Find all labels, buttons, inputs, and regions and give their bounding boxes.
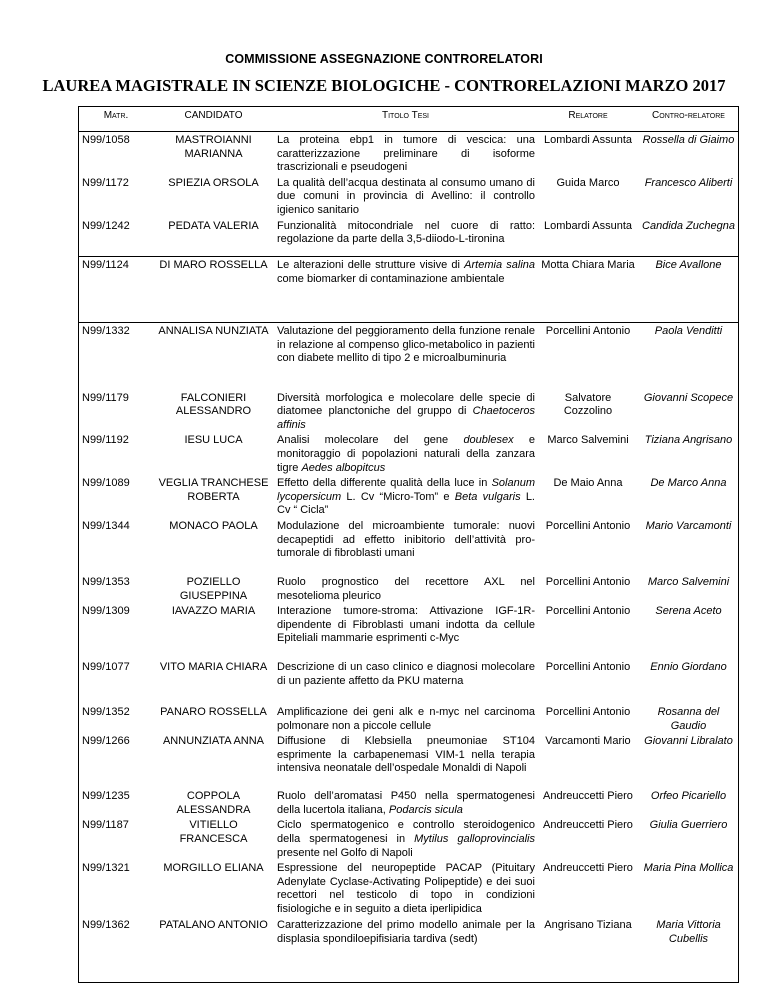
- supervisor-cell: Varcamonti Mario: [545, 735, 631, 748]
- matricola-cell: N99/1179: [82, 391, 129, 404]
- co-supervisor-cell: Serena Aceto: [655, 605, 722, 618]
- thesis-title-cell: Ciclo spermatogenico e controllo steroidogenico della spermatogenesi in Mytilus galloprovincialis presente nel Golfo di Napoli: [277, 819, 535, 859]
- matricola-cell: N99/1172: [82, 176, 129, 189]
- supervisor-cell: Salvatore Cozzolino: [563, 391, 613, 418]
- matricola-cell: N99/1332: [78, 323, 154, 390]
- thesis-title-cell: Le alterazioni delle strutture visive di Artemia salina come biomarker di contaminazione ambientale: [273, 257, 538, 323]
- supervisor-cell: Porcellini Antonio: [545, 575, 631, 588]
- matricola-cell: N99/1321: [82, 862, 130, 875]
- thesis-title-cell: Interazione tumore-stroma: Attivazione IGF-1R-dipendente di Fibroblasti umani indotta da cellule Epiteliali mammarie esprimenti c-Myc: [277, 605, 535, 645]
- co-supervisor-cell: Mario Varcamonti: [645, 519, 732, 532]
- thesis-title-cell: Funzionalità mitocondriale nel cuore di ratto: regolazione da parte della 3,5-diiodo-L-tironina: [277, 219, 535, 246]
- thesis-title-cell: La qualità dell’acqua destinata al consumo umano di due comuni in provincia di Avellino: il controllo igienico sanitario: [277, 176, 535, 216]
- thesis-title-cell: Ruolo prognostico del recettore AXL nel mesotelioma pleurico: [277, 575, 535, 602]
- candidate-cell: IAVAZZO MARIA: [171, 605, 256, 618]
- supervisor-cell: Motta Chiara Maria: [538, 257, 638, 323]
- co-supervisor-cell: Maria Vittoria Cubellis: [656, 919, 721, 945]
- matricola-cell: N99/1352: [82, 706, 130, 719]
- table-row: [78, 518, 739, 574]
- thesis-title-cell: Diffusione di Klebsiella pneumoniae ST104 esprimente la carbapenemasi VIM-1 nella terapia intensiva neonatale dell’ospedale Monaldi di Napoli: [277, 735, 535, 775]
- supervisor-cell: Marco Salvemini: [547, 434, 629, 447]
- co-supervisor-cell: Marco Salvemini: [647, 575, 730, 588]
- candidate-cell: PEDATA VALERIA: [168, 219, 259, 232]
- table-row: [78, 860, 739, 917]
- table-row: [78, 132, 739, 175]
- col-header-relatore: Relatore: [538, 106, 638, 132]
- table-row: [78, 257, 739, 323]
- thesis-title-cell: La proteina ebp1 in tumore di vescica: una caratterizzazione preliminare di isoforme trascrizionali e pseudogeni: [277, 134, 535, 174]
- col-header-contro-relatore: Contro-relatore: [638, 106, 739, 132]
- thesis-title-cell: Espressione del neuropeptide PACAP (Pituitary Adenylate Cyclase-Activating Polipeptide) e dei suoi recettori nel testicolo di topo in condizioni fisiologiche e in seguito a dieta iperlipidica: [277, 862, 535, 916]
- supervisor-cell: Angrisano Tiziana: [544, 919, 632, 932]
- co-supervisor-cell: Bice Avallone: [638, 257, 739, 323]
- table-row: [78, 175, 739, 218]
- thesis-title-cell: Amplificazione dei geni alk e n-myc nel carcinoma polmonare non a piccole cellule: [277, 706, 535, 732]
- candidate-cell: MORGILLO ELIANA: [163, 862, 264, 875]
- col-header-candidato: CANDIDATO: [154, 106, 273, 132]
- candidate-cell: MONACO PAOLA: [169, 519, 258, 532]
- table-row: [78, 917, 739, 947]
- table-row: [78, 390, 739, 433]
- supervisor-cell: Andreuccetti Piero: [543, 862, 633, 875]
- matricola-cell: N99/1077: [82, 661, 130, 674]
- supervisor-cell: Lombardi Assunta: [543, 134, 633, 146]
- candidate-cell: VITO MARIA CHIARA: [159, 661, 268, 674]
- co-supervisor-cell: Candida Zuchegna: [642, 219, 735, 232]
- co-supervisor-cell: Rossella di Giaimo: [642, 134, 735, 146]
- matricola-cell: N99/1192: [82, 434, 129, 447]
- thesis-title-cell: Valutazione del peggioramento della funzione renale in relazione al compenso glico-metabolico in pazienti con diabete mellito di tipo 2 e microalbuminuria: [273, 323, 538, 390]
- supervisor-cell: Porcellini Antonio: [545, 519, 631, 532]
- matricola-cell: N99/1235: [82, 790, 130, 803]
- co-supervisor-cell: Ennio Giordano: [650, 661, 727, 674]
- co-supervisor-cell: Orfeo Picariello: [650, 790, 727, 803]
- candidate-cell: POZIELLO GIUSEPPINA: [179, 575, 248, 602]
- candidate-cell: FALCONIERI ALESSANDRO: [175, 391, 252, 418]
- candidate-cell: SPIEZIA ORSOLA: [168, 176, 259, 189]
- supervisor-cell: De Maio Anna: [553, 477, 623, 490]
- co-supervisor-cell: De Marco Anna: [650, 477, 727, 490]
- supervisor-cell: Lombardi Assunta: [543, 219, 633, 232]
- candidate-cell: VITIELLO FRANCESCA: [179, 819, 248, 846]
- matricola-cell: N99/1058: [82, 134, 130, 146]
- table-row: [78, 659, 739, 704]
- table-row: [78, 475, 739, 518]
- thesis-title-cell: Ruolo dell’aromatasi P450 nella spermatogenesi della lucertola italiana, Podarcis sicula: [277, 790, 535, 816]
- thesis-title-cell: Analisi molecolare del gene doublesex e monitoraggio di popolazioni naturali della zanzara tigre Aedes albopitcus: [277, 434, 535, 474]
- committee-name: COMMISSIONE ASSEGNAZIONE CONTRORELATORI: [225, 52, 543, 66]
- matricola-cell: N99/1353: [82, 575, 130, 588]
- co-supervisor-cell: Maria Pina Mollica: [643, 862, 734, 875]
- co-supervisor-cell: Giovanni Scopece: [643, 391, 734, 404]
- co-supervisor-cell: Giovanni Libralato: [644, 735, 733, 748]
- table-body: [78, 132, 739, 948]
- matricola-cell: N99/1242: [82, 219, 130, 232]
- candidate-cell: MASTROIANNI MARIANNA: [175, 134, 252, 160]
- supervisor-cell: Porcellini Antonio: [545, 661, 631, 674]
- thesis-title-cell: Descrizione di un caso clinico e diagnosi molecolare di un paziente affetto da PKU materna: [277, 661, 535, 687]
- thesis-title-cell: Diversità morfologica e molecolare delle specie di diatomee planctoniche del gruppo di Chaetoceros affinis: [277, 391, 535, 431]
- candidate-cell: IESU LUCA: [184, 434, 243, 447]
- col-header-titolo: Titolo Tesi: [273, 106, 538, 132]
- table-header-row: [78, 106, 739, 132]
- matricola-cell: N99/1309: [82, 605, 130, 618]
- candidate-cell: PANARO ROSSELLA: [160, 706, 267, 719]
- supervisor-cell: Andreuccetti Piero: [543, 819, 633, 832]
- table-row: [78, 574, 739, 603]
- table-row: [78, 733, 739, 788]
- assignments-table: [78, 106, 739, 947]
- supervisor-cell: Porcellini Antonio: [545, 605, 631, 618]
- table-row: [78, 603, 739, 659]
- candidate-cell: ANNUNZIATA ANNA: [162, 735, 265, 748]
- candidate-cell: PATALANO ANTONIO: [159, 919, 268, 932]
- co-supervisor-cell: Francesco Aliberti: [644, 176, 733, 189]
- matricola-cell: N99/1362: [82, 919, 130, 932]
- candidate-cell: ANNALISA NUNZIATA: [154, 323, 273, 390]
- document-title: LAUREA MAGISTRALE IN SCIENZE BIOLOGICHE - CONTRORELAZIONI MARZO 2017: [42, 76, 726, 95]
- table-row: [78, 432, 739, 475]
- co-supervisor-cell: Rosanna del Gaudio: [657, 706, 720, 732]
- table-row: [78, 218, 739, 257]
- matricola-cell: N99/1344: [82, 519, 130, 532]
- thesis-title-cell: Effetto della differente qualità della luce in Solanum lycopersicum L. Cv “Micro-Tom” e Beta vulgaris L. Cv “ Cicla”: [277, 477, 535, 517]
- thesis-title-cell: Modulazione del microambiente tumorale: nuovi decapeptidi ad effetto inibitorio dell’attività pro-tumorale di fibroblasti umani: [277, 519, 535, 560]
- matricola-cell: N99/1266: [82, 735, 130, 748]
- table-row: [78, 323, 739, 390]
- thesis-title-cell: Caratterizzazione del primo modello animale per la displasia spondiloepifisiaria tardiva (sedt): [277, 919, 535, 945]
- candidate-cell: VEGLIA TRANCHESE ROBERTA: [158, 477, 269, 503]
- supervisor-cell: Porcellini Antonio: [545, 706, 631, 719]
- supervisor-cell: Andreuccetti Piero: [543, 790, 633, 803]
- matricola-cell: N99/1089: [82, 477, 130, 490]
- matricola-cell: N99/1124: [78, 257, 154, 323]
- col-header-matr: Matr.: [78, 106, 154, 132]
- candidate-cell: DI MARO ROSSELLA: [154, 257, 273, 323]
- table-row: [78, 817, 739, 860]
- supervisor-cell: Porcellini Antonio: [538, 323, 638, 390]
- co-supervisor-cell: Giulia Guerriero: [649, 819, 728, 832]
- co-supervisor-cell: Paola Venditti: [638, 323, 739, 390]
- co-supervisor-cell: Tiziana Angrisano: [644, 434, 733, 447]
- supervisor-cell: Guida Marco: [556, 176, 620, 189]
- table-row: [78, 788, 739, 817]
- table-row: [78, 704, 739, 733]
- matricola-cell: N99/1187: [82, 819, 129, 832]
- candidate-cell: COPPOLA ALESSANDRA: [176, 790, 251, 816]
